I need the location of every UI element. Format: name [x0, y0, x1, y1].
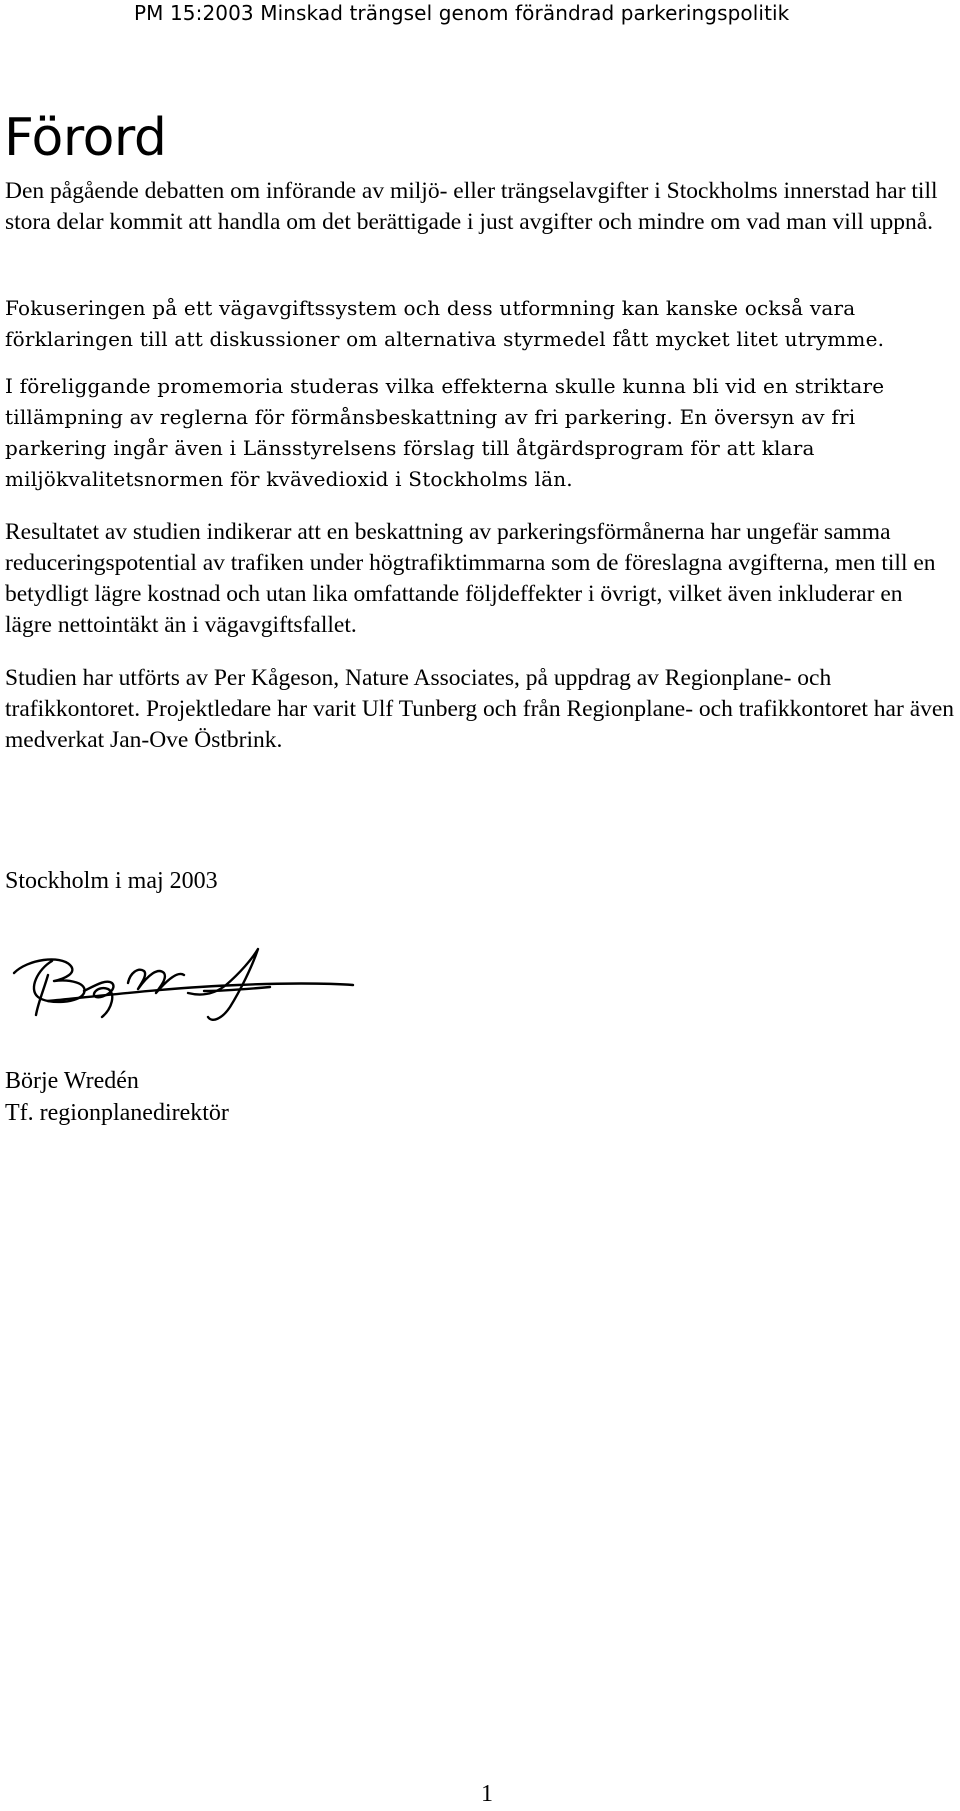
- place-date: Stockholm i maj 2003: [5, 868, 218, 894]
- paragraph-results: Resultatet av studien indikerar att en beskattning av parkeringsförmånerna har ungefär samma reduceringspotential av trafiken under högtrafiktimmarna som de föreslagna avgifterna, men till en betydligt lägre kostnad och utan lika omfattande följdeffekter i övrigt, vilket även inkluderar en lägre nettointäkt än i vägavgiftsfallet.: [5, 519, 936, 638]
- running-header: PM 15:2003 Minskad trängsel genom förändrad parkeringspolitik: [134, 1, 790, 25]
- paragraph-study-scope: I föreliggande promemoria studeras vilka effekterna skulle kunna bli vid en striktare tillämpning av reglerna för förmånsbeskattning av fri parkering. En översyn av fri parkering ingår även i Länsstyrelsens förslag till åtgärdsprogram för att klara miljökvalitetsnormen för kvävedioxid i Stockholms län.: [5, 374, 885, 491]
- page-number: 1: [481, 1781, 493, 1807]
- page-title: Förord: [4, 108, 167, 168]
- paragraph-intro: Den pågående debatten om införande av miljö- eller trängselavgifter i Stockholms innerstad har till stora delar kommit att handla om det berättigade i just avgifter och mindre om vad man vill uppnå.: [5, 178, 938, 235]
- paragraph-credits: Studien har utförts av Per Kågeson, Nature Associates, på uppdrag av Regionplane- och trafikkontoret. Projektledare har varit Ulf Tunberg och från Regionplane- och trafikkontoret har även medverkat Jan-Ove Östbrink.: [5, 665, 955, 753]
- paragraph-focus: Fokuseringen på ett vägavgiftssystem och dess utformning kan kanske också vara förklaringen till att diskussioner om alternativa styrmedel fått mycket litet utrymme.: [5, 296, 885, 351]
- signer-name: Börje Wredén: [5, 1068, 139, 1094]
- signer-title: Tf. regionplanedirektör: [5, 1100, 229, 1126]
- handwritten-signature-icon: [8, 945, 358, 1025]
